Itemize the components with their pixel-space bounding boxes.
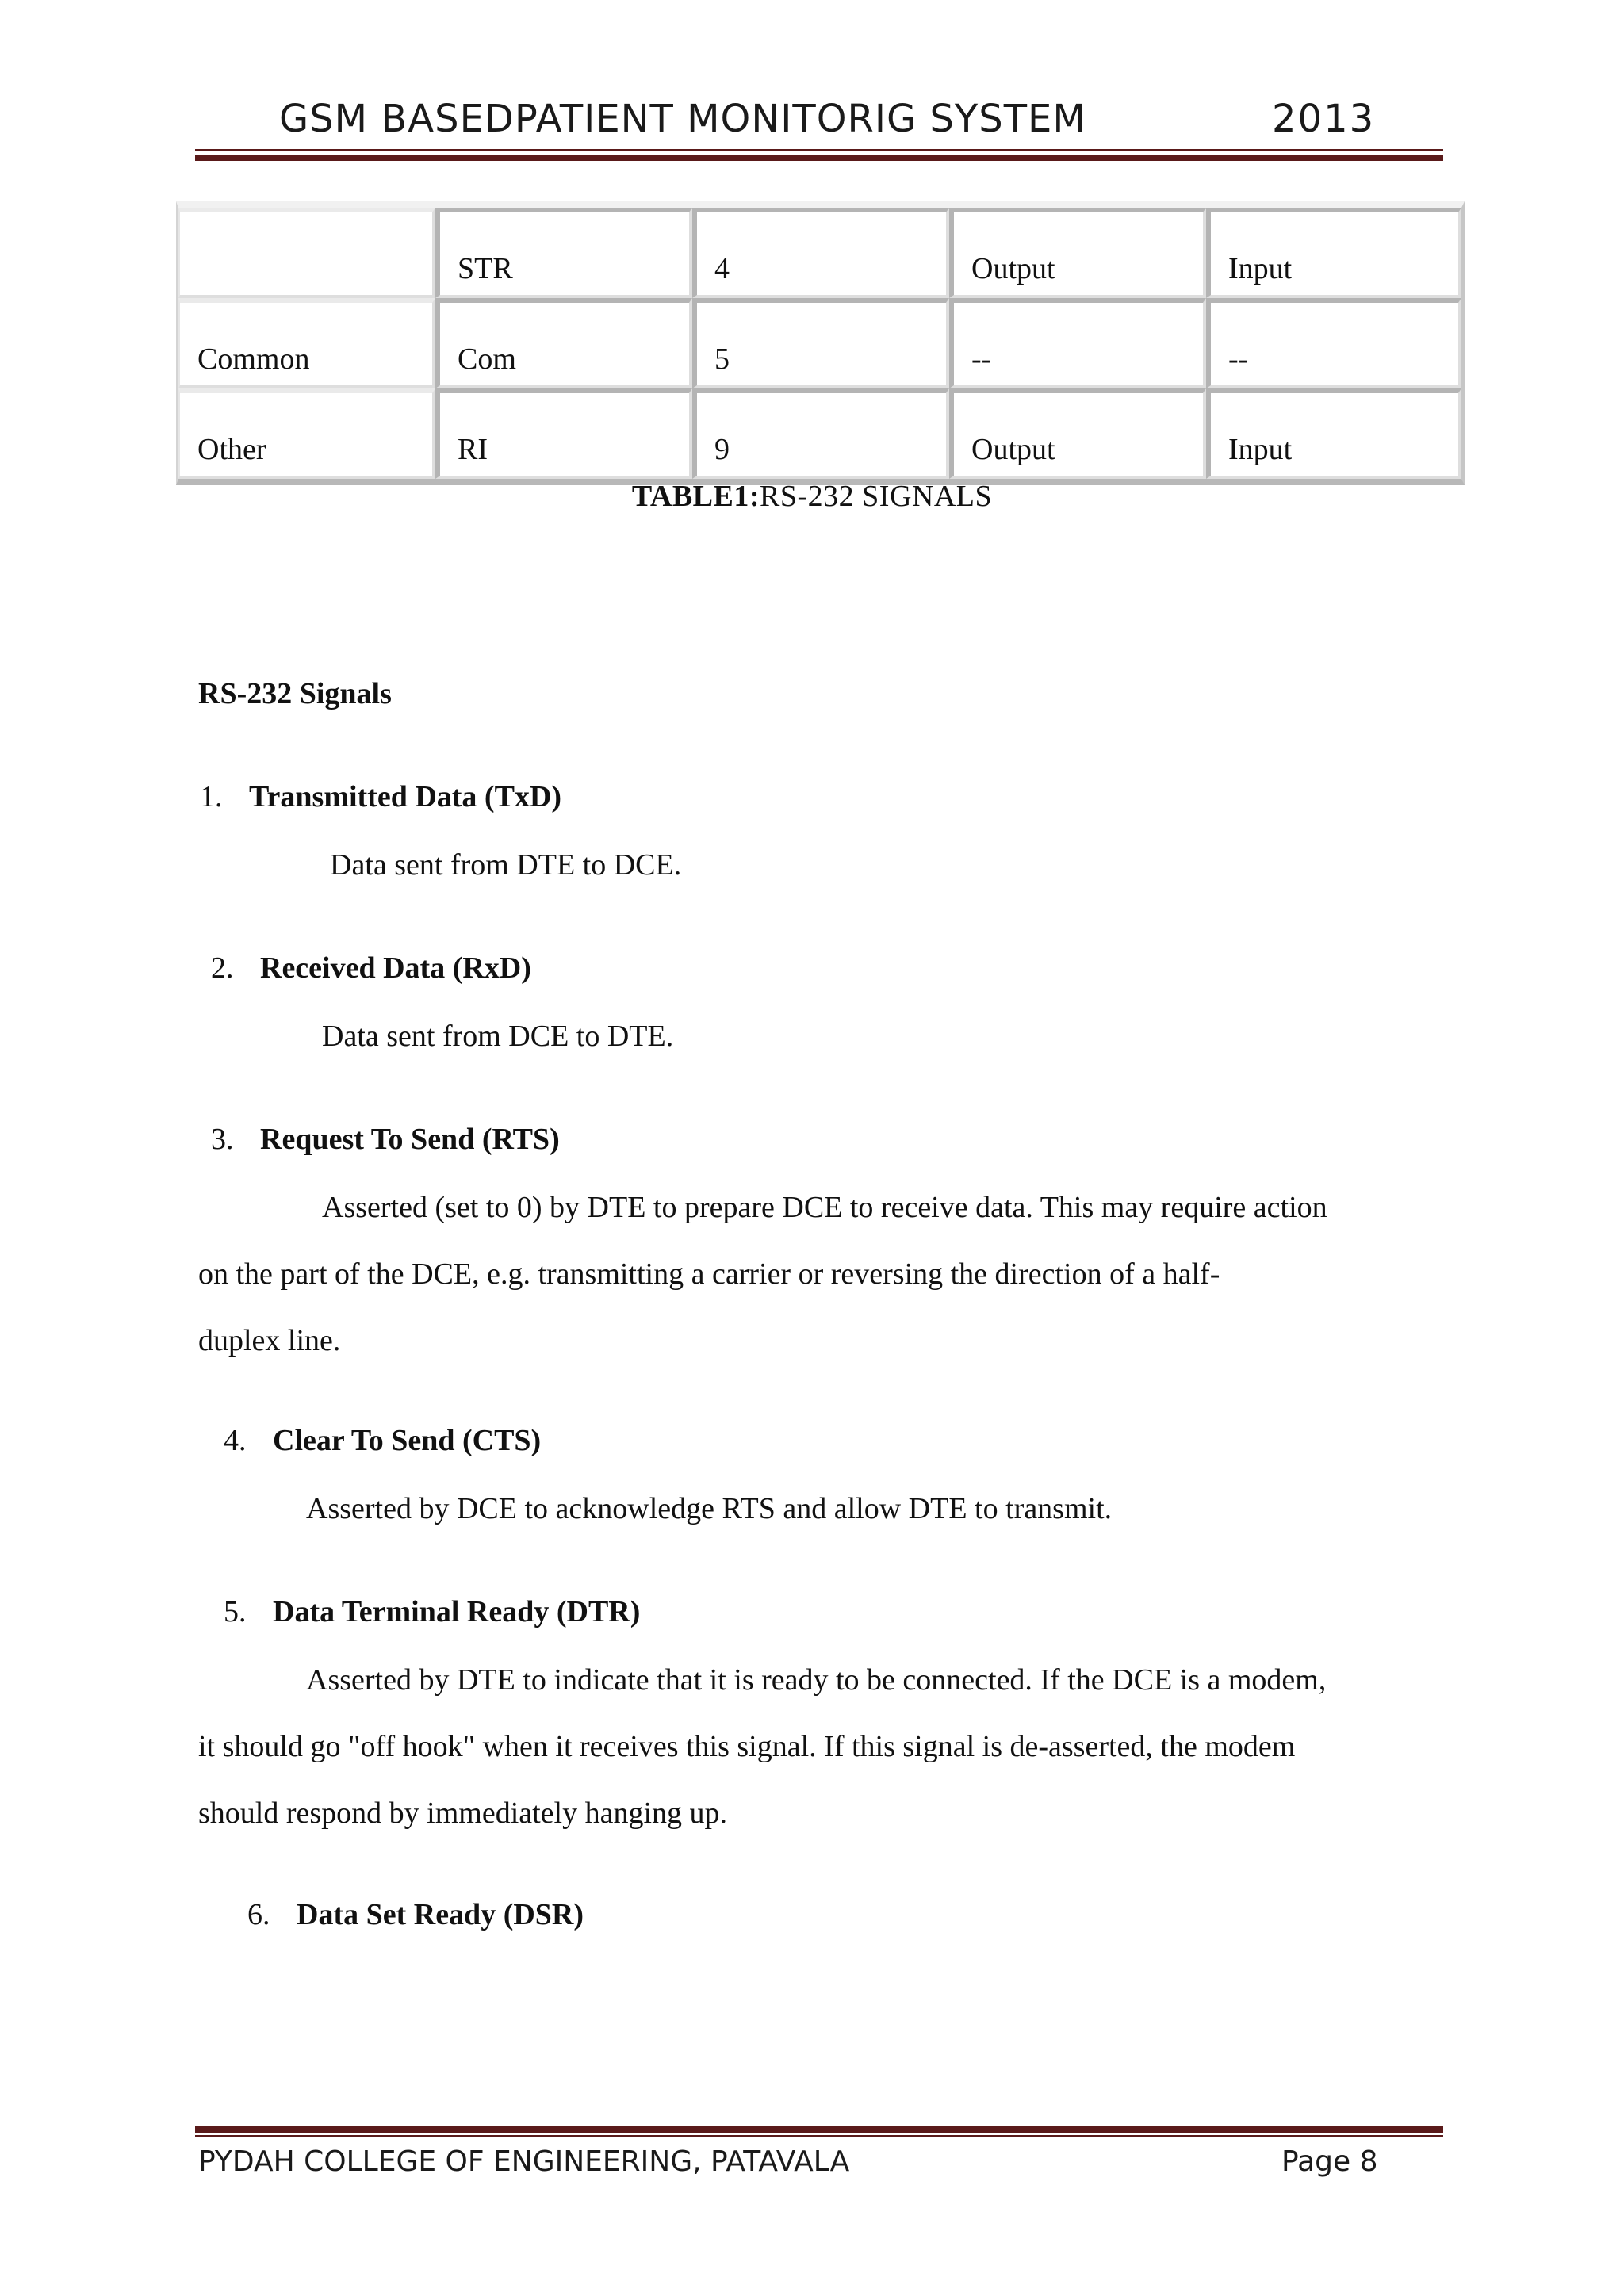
footer-institution: PYDAH COLLEGE OF ENGINEERING, PATAVALA [198, 2145, 850, 2178]
list-item-number: 4. [224, 1424, 247, 1457]
list-item-title: Request To Send (RTS) [260, 1123, 560, 1156]
running-header-title: GSM BASEDPATIENT MONITORIG SYSTEM [279, 97, 1086, 141]
paragraph-line: duplex line. [198, 1324, 341, 1357]
list-item-number: 3. [211, 1123, 234, 1156]
paragraph-line: should respond by immediately hanging up. [198, 1797, 728, 1830]
table-cell: STR [435, 208, 692, 298]
table-cell: Common [178, 298, 435, 388]
table-cell: 5 [692, 298, 949, 388]
section-heading: RS-232 Signals [198, 677, 392, 710]
table-row [178, 388, 1461, 479]
table-cell: Output [949, 388, 1206, 479]
rs232-signals-table [176, 201, 1465, 485]
table-cell: 9 [692, 388, 949, 479]
list-item-title: Data Set Ready (DSR) [297, 1898, 584, 1931]
list-item-description: Data sent from DTE to DCE. [330, 848, 682, 882]
table-caption [0, 479, 1624, 514]
table-cell: Com [435, 298, 692, 388]
list-item-number: 1. [200, 780, 223, 813]
footer-rule-thin [195, 2135, 1443, 2137]
table-cell: Output [949, 208, 1206, 298]
header-rule-thick [195, 155, 1443, 161]
list-item-title: Received Data (RxD) [260, 951, 531, 985]
table-cell: 4 [692, 208, 949, 298]
table-row [178, 208, 1461, 298]
list-item-description: Data sent from DCE to DTE. [322, 1020, 674, 1053]
list-item-description: Asserted by DCE to acknowledge RTS and allow DTE to transmit. [306, 1492, 1113, 1525]
table-cell [178, 208, 435, 298]
table-cell: -- [1206, 298, 1461, 388]
table-row [178, 298, 1461, 388]
table-caption-text: RS-232 SIGNALS [760, 480, 993, 513]
list-item-number: 6. [247, 1898, 270, 1931]
paragraph-line: Asserted by DTE to indicate that it is ready to be connected. If the DCE is a modem, [306, 1663, 1327, 1697]
table-cell: RI [435, 388, 692, 479]
running-header-year: 2013 [1272, 97, 1376, 141]
paragraph-line: on the part of the DCE, e.g. transmitting a carrier or reversing the direction of a half- [198, 1257, 1220, 1291]
list-item-number: 2. [211, 951, 234, 985]
table-cell: Input [1206, 388, 1461, 479]
paragraph-line: Asserted (set to 0) by DTE to prepare DCE to receive data. This may require action [322, 1191, 1327, 1224]
footer-rule-thick [195, 2126, 1443, 2133]
paragraph-line: it should go "off hook" when it receives this signal. If this signal is de-asserted, the modem [198, 1730, 1296, 1763]
table-cell: -- [949, 298, 1206, 388]
list-item-title: Transmitted Data (TxD) [249, 780, 562, 813]
table-caption-label: TABLE1: [631, 480, 760, 513]
list-item-number: 5. [224, 1595, 247, 1628]
list-item-title: Data Terminal Ready (DTR) [273, 1595, 641, 1628]
footer-page-number: Page 8 [1281, 2145, 1378, 2178]
list-item-title: Clear To Send (CTS) [273, 1424, 542, 1457]
header-rule-thin [195, 149, 1443, 151]
table-cell: Other [178, 388, 435, 479]
table-cell: Input [1206, 208, 1461, 298]
